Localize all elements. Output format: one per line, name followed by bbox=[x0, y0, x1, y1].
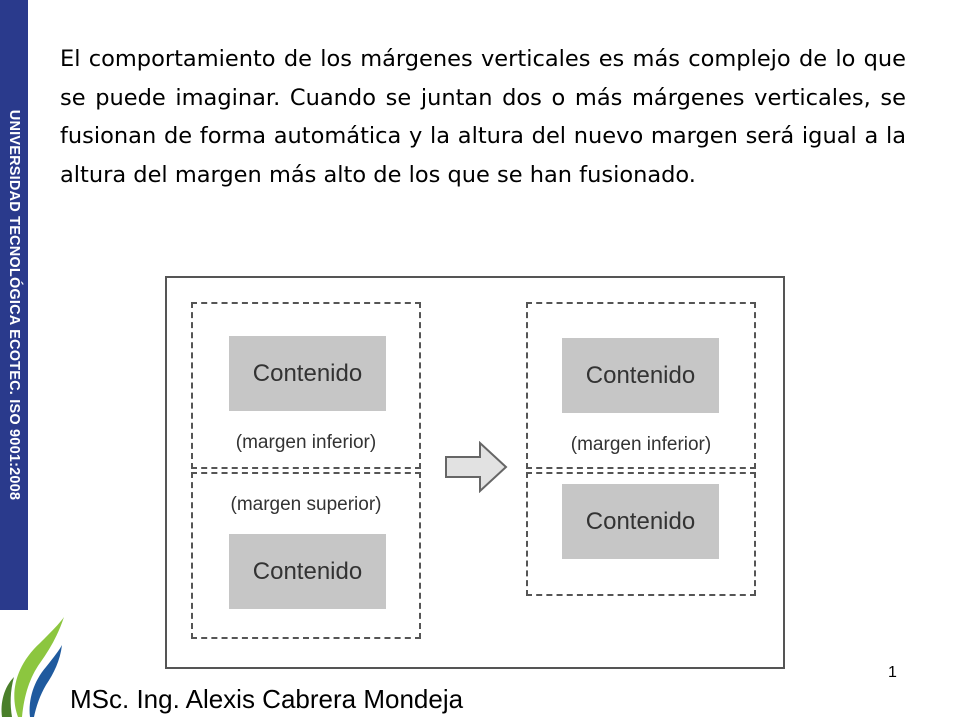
margin-collapse-figure bbox=[165, 276, 785, 669]
ecotec-logo-icon bbox=[0, 615, 66, 720]
slide-body-text: El comportamiento de los márgenes verticales es más complejo de lo que se puede imaginar. Cuando se juntan dos o más márgenes verticales, se fusionan de forma automática y la altura del nuevo margen será igual a la altura del margen más alto de los que se han fusionado. bbox=[60, 46, 906, 188]
right-top-margin-label: (margen inferior) bbox=[570, 434, 712, 455]
left-top-margin-label: (margen inferior) bbox=[235, 432, 377, 453]
left-top-margin-box bbox=[191, 302, 421, 469]
left-bottom-margin-box bbox=[191, 472, 421, 639]
left-bottom-content-box: Contenido bbox=[229, 534, 386, 609]
footer-author: MSc. Ing. Alexis Cabrera Mondeja bbox=[70, 684, 464, 714]
right-top-content-box: Contenido bbox=[562, 338, 719, 413]
left-bottom-margin-label: (margen superior) bbox=[230, 494, 382, 515]
right-bottom-content-frame bbox=[526, 472, 756, 596]
left-top-content-box: Contenido bbox=[229, 336, 386, 411]
right-arrow-icon bbox=[444, 441, 510, 493]
sidebar-banner bbox=[0, 0, 28, 610]
page-number: 1 bbox=[888, 664, 897, 681]
sidebar-text: UNIVERSIDAD TECNOLÓGICA ECOTEC. ISO 9001:2008 bbox=[6, 109, 22, 501]
right-top-margin-box bbox=[526, 302, 756, 469]
right-bottom-content-box: Contenido bbox=[562, 484, 719, 559]
